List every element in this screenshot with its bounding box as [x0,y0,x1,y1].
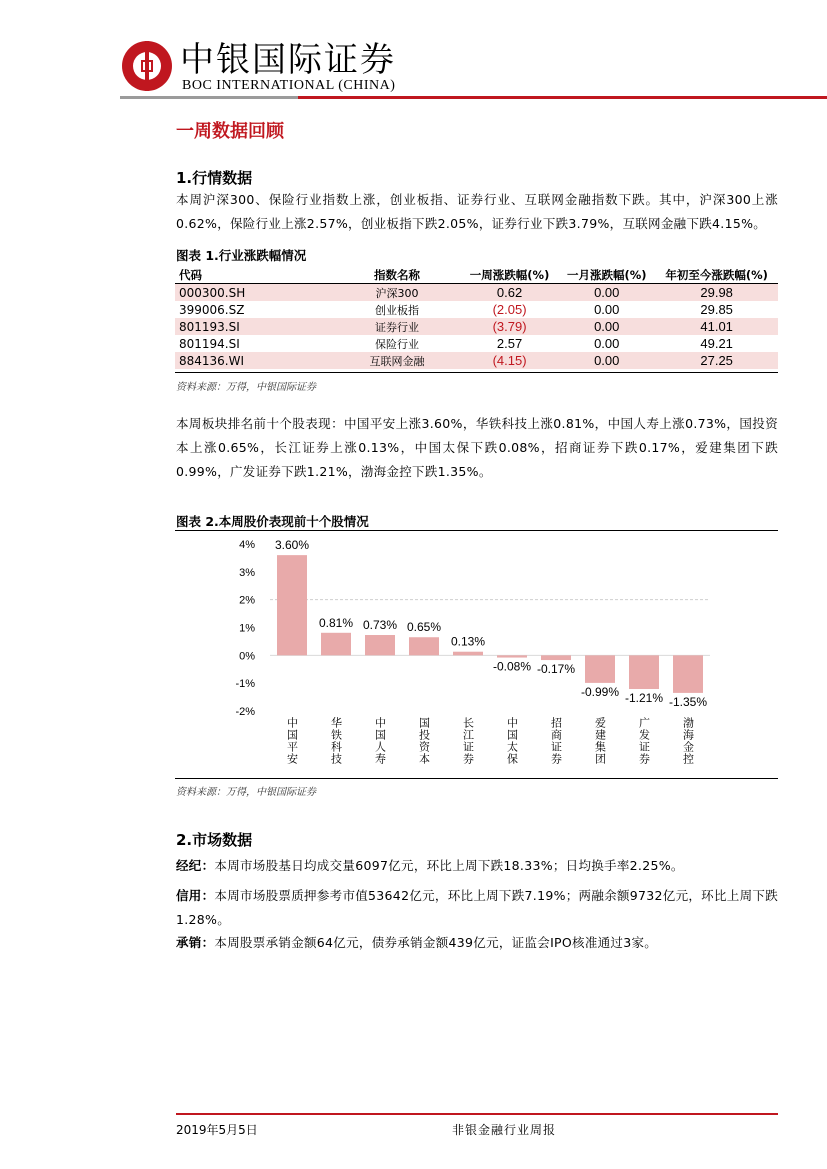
cell-month: 0.00 [558,284,655,302]
bar [453,652,483,656]
footer-report-title: 非银金融行业周报 [452,1123,557,1137]
x-tick-label: 中国太保 [505,717,519,765]
x-tick-label: 长江证券 [461,717,475,765]
text-credit: 本周市场股票质押参考市值53642亿元，环比上周下跌7.19%；两融余额9732亿元，环比上周下跌1.28%。 [176,888,778,927]
bar [321,633,351,656]
table-title: 图表 1.行业涨跌幅情况 [176,248,307,263]
table-row [175,301,778,318]
col-header-week: 一周涨跌幅(%) [461,266,558,284]
cell-code: 801193.SI [175,318,333,335]
x-tick-label: 爱建集团 [593,717,607,765]
cell-code: 801194.SI [179,336,240,351]
y-tick-label: 1% [239,622,255,635]
y-tick-label: -1% [235,678,255,691]
data-label: -0.08% [492,659,532,674]
label-credit: 信用： [176,888,215,903]
label-underwriting: 承销： [176,935,215,950]
data-label: 3.60% [274,538,310,553]
x-tick-label: 国投资本 [417,717,431,765]
bar [277,555,307,655]
cell-name: 互联网金融 [333,352,461,369]
data-label: -0.99% [580,684,620,699]
y-tick-label: -2% [235,706,255,718]
paragraph-brokerage [176,854,778,878]
col-header-ytd: 年初至今涨跌幅(%) [655,266,778,284]
label-brokerage: 经纪： [176,858,215,873]
data-label: 0.13% [450,634,486,649]
y-tick-label: 2% [239,594,255,607]
brand-name-en: BOC INTERNATIONAL (CHINA) [182,78,396,93]
cell-week: (3.79) [461,318,558,335]
y-axis-ticks [235,539,255,718]
cell-week: (2.05) [492,302,527,317]
bar [629,655,659,689]
x-tick-label: 中国人寿 [373,717,387,765]
x-tick-label: 中国平安 [285,717,299,765]
chart-title: 图表 2.本周股价表现前十个股情况 [176,514,369,529]
cell-name: 创业板指 [375,303,419,317]
x-tick-label: 渤海金控 [681,717,695,765]
col-header-code: 代码 [175,266,333,284]
heading-market-stats: 2.市场数据 [176,831,253,849]
table-bottom-rule [175,372,778,373]
data-label: -0.17% [536,662,576,677]
data-label: -1.21% [624,691,664,706]
cell-name: 沪深300 [333,284,461,302]
cell-month: 0.00 [558,352,655,369]
chart-source: 资料来源：万得，中银国际证券 [176,787,316,798]
boc-logo-icon [122,41,172,91]
paragraph-market-summary: 本周沪深300、保险行业指数上涨，创业板指、证券行业、互联网金融指数下跌。其中，沪深300上涨0.62%，保险行业上涨2.57%，创业板指下跌2.05%，证券行业下跌3.79%，互联网金融下跌4.15%。 [176,192,778,231]
section-title: 一周数据回顾 [176,121,284,142]
bar [365,635,395,655]
x-tick-label: 华铁科技 [329,717,343,765]
cell-ytd: 29.98 [655,284,778,302]
cell-name: 证券行业 [333,318,461,335]
data-label: 0.73% [362,618,398,633]
chart-bottom-rule [175,778,778,779]
bar [497,655,527,657]
table-source: 资料来源：万得，中银国际证券 [176,382,316,393]
data-label: 0.81% [318,615,354,630]
cell-name: 保险行业 [375,337,419,351]
cell-ytd: 41.01 [655,318,778,335]
cell-code: 399006.SZ [179,302,245,317]
stock-performance-chart [175,531,778,777]
cell-week: 0.62 [461,284,558,302]
y-tick-label: 3% [239,566,255,579]
cell-month: 0.00 [594,302,620,317]
cell-week: 2.57 [496,336,523,351]
data-label: -1.35% [668,694,708,709]
x-axis-labels-group [286,716,695,765]
paragraph-credit [176,884,778,932]
industry-change-table [175,266,778,369]
table-row [175,335,778,352]
paragraph-top-stocks: 本周板块排名前十个股表现：中国平安上涨3.60%，华铁科技上涨0.81%，中国人寿上涨0.73%，国投资本上涨0.65%，长江证券上涨0.13%，中国太保下跌0.08%，招商证券下跌0.17%，爱建集团下跌0.99%，广发证券下跌1.21%，渤海金控下跌1.35%。 [176,416,778,479]
y-tick-label: 4% [239,539,255,551]
cell-month: 0.00 [594,336,620,351]
table-row [175,352,778,369]
cell-code: 884136.WI [175,352,333,369]
cell-week: (4.15) [461,352,558,369]
brand-name-cn: 中银国际证券 [180,40,396,80]
text-brokerage: 本周市场股基日均成交量6097亿元，环比上周下跌18.33%；日均换手率2.25%。 [214,858,684,873]
table-row [175,318,778,335]
col-header-month: 一月涨跌幅(%) [558,266,655,284]
paragraph-underwriting [176,931,778,955]
cell-ytd: 29.85 [700,302,733,317]
footer-date: 2019年5月5日 [176,1123,258,1137]
bar [541,655,571,660]
cell-code: 000300.SH [175,284,333,302]
y-tick-label: 0% [239,650,255,663]
bar [673,655,703,693]
cell-ytd: 49.21 [700,336,733,351]
cell-ytd: 27.25 [655,352,778,369]
table-row [175,284,778,302]
x-tick-label: 招商证券 [549,717,563,765]
header-rule-red [298,96,827,99]
col-header-name: 指数名称 [333,266,461,284]
text-underwriting: 本周股票承销金额64亿元，债券承销金额439亿元，证监会IPO核准通过3家。 [214,935,658,950]
heading-market-data: 1.行情数据 [176,169,253,187]
cell-month: 0.00 [558,318,655,335]
x-tick-label: 广发证券 [637,717,651,765]
bar [409,637,439,655]
data-label: 0.65% [406,620,442,635]
bar [585,655,615,683]
footer-rule [176,1113,778,1115]
